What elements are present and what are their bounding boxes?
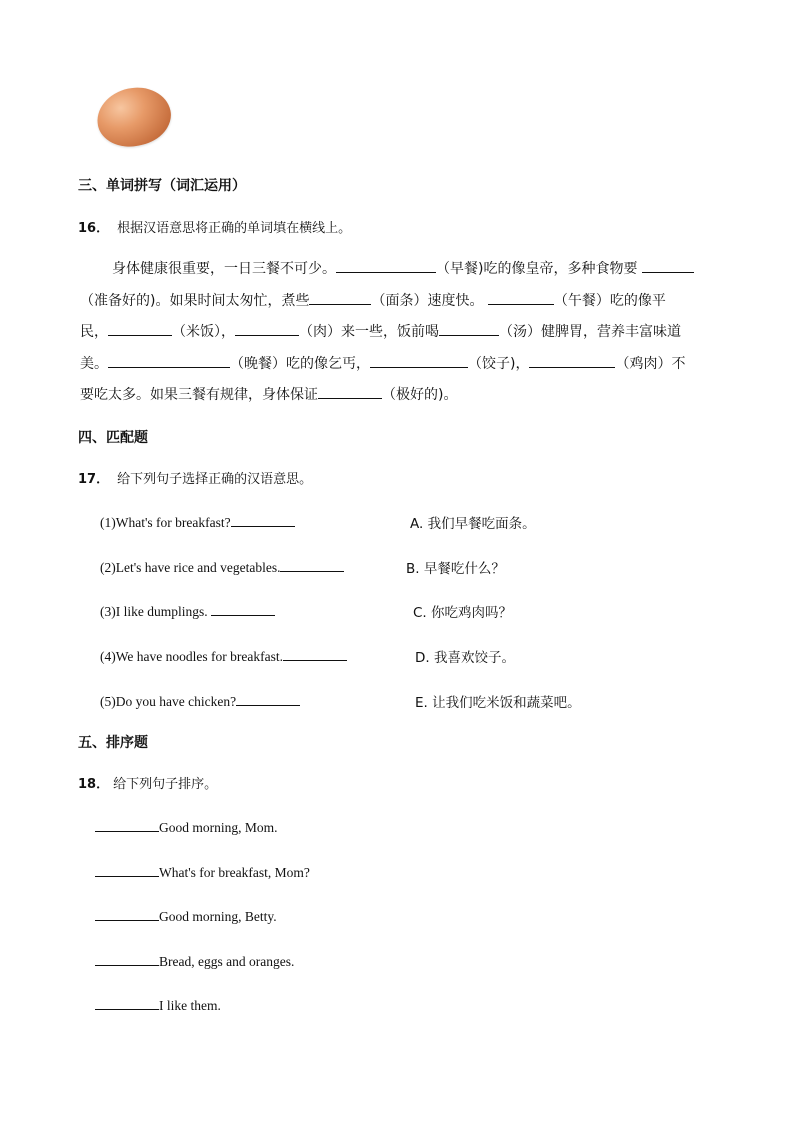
answer-blank-chicken[interactable] — [529, 353, 615, 368]
answer-blank-noodles[interactable] — [309, 290, 371, 305]
order-answer-blank[interactable] — [95, 906, 159, 921]
order-item-2 — [95, 862, 310, 881]
match-item-english: (5)Do you have chicken? — [100, 694, 237, 709]
match-answer-blank[interactable] — [211, 601, 275, 616]
match-item-english: (3)I like dumplings. — [100, 604, 211, 619]
para-text: （汤）健脾胃，营养丰富味道 — [499, 324, 681, 340]
answer-blank-lunch[interactable] — [488, 290, 554, 305]
match-item-4 — [100, 646, 347, 665]
fill-in-paragraph — [80, 254, 720, 412]
section-3-title: 三、单词拼写（词汇运用） — [78, 178, 246, 194]
match-option-c: C. 你吃鸡肉吗？ — [413, 605, 513, 621]
question-16-number: 16． — [78, 221, 110, 236]
para-text: 美。 — [80, 355, 108, 372]
match-item-english: (4)We have noodles for breakfast. — [100, 649, 283, 664]
match-option-d: D. 我喜欢饺子。 — [415, 650, 515, 666]
question-18-number: 18． — [78, 777, 110, 792]
match-item-english: (1)What's for breakfast? — [100, 515, 231, 530]
order-answer-blank[interactable] — [95, 862, 159, 877]
para-text: （肉）来一些，饭前喝 — [299, 324, 439, 340]
section-4-title: 四、匹配题 — [78, 430, 148, 446]
para-text: （极好的)。 — [382, 387, 458, 403]
order-item-text: Good morning, Mom. — [159, 820, 278, 835]
order-item-text: Good morning, Betty. — [159, 909, 277, 924]
question-18-text: 给下列句子排序。 — [113, 777, 218, 792]
para-text: （晚餐）吃的像乞丐， — [230, 355, 370, 372]
match-answer-blank[interactable] — [236, 691, 300, 706]
order-item-text: What's for breakfast, Mom? — [159, 865, 310, 880]
answer-blank-dumplings[interactable] — [370, 353, 468, 368]
match-option-b: B. 早餐吃什么？ — [406, 561, 505, 577]
match-answer-blank[interactable] — [283, 646, 347, 661]
para-text: （早餐)吃的像皇帝，多种食物要 — [436, 261, 638, 277]
order-answer-blank[interactable] — [95, 995, 159, 1010]
question-18 — [78, 773, 217, 792]
answer-blank-soup[interactable] — [439, 321, 499, 336]
order-item-text: I like them. — [159, 998, 221, 1013]
question-17 — [78, 468, 312, 487]
answer-blank-ready[interactable] — [642, 258, 694, 273]
order-item-5 — [95, 995, 221, 1014]
para-text: （面条）速度快。 — [371, 292, 484, 309]
question-17-text: 给下列句子选择正确的汉语意思。 — [117, 472, 313, 487]
match-option-e: E. 让我们吃米饭和蔬菜吧。 — [415, 695, 581, 711]
order-item-4 — [95, 951, 294, 970]
para-text: 要吃太多。如果三餐有规律，身体保证 — [80, 387, 318, 403]
match-option-a: A. 我们早餐吃面条。 — [410, 516, 536, 532]
para-text: 身体健康很重要，一日三餐不可少。 — [112, 261, 336, 277]
order-item-1 — [95, 817, 278, 836]
match-item-1 — [100, 512, 295, 531]
match-item-3 — [100, 601, 275, 620]
egg-image — [92, 81, 176, 153]
para-text: （午餐）吃的像平 — [553, 292, 666, 309]
para-text: （饺子)， — [468, 355, 530, 372]
order-answer-blank[interactable] — [95, 817, 159, 832]
question-16-text: 根据汉语意思将正确的单词填在横线上。 — [117, 221, 352, 236]
order-item-3 — [95, 906, 277, 925]
answer-blank-meat[interactable] — [235, 321, 299, 336]
section-5-title: 五、排序题 — [78, 735, 148, 751]
question-16 — [78, 217, 351, 236]
question-17-number: 17． — [78, 472, 110, 487]
match-answer-blank[interactable] — [231, 512, 295, 527]
para-text: （米饭）， — [172, 324, 235, 340]
match-item-2 — [100, 557, 344, 576]
match-answer-blank[interactable] — [280, 557, 344, 572]
match-item-5 — [100, 691, 300, 710]
order-item-text: Bread, eggs and oranges. — [159, 954, 295, 969]
answer-blank-dinner[interactable] — [108, 353, 230, 368]
match-item-english: (2)Let's have rice and vegetables. — [100, 560, 281, 575]
order-answer-blank[interactable] — [95, 951, 159, 966]
answer-blank-excellent[interactable] — [318, 384, 382, 399]
answer-blank-rice[interactable] — [108, 321, 172, 336]
answer-blank-breakfast[interactable] — [336, 258, 436, 273]
para-text: 民， — [80, 324, 108, 340]
para-text: （准备好的)。如果时间太匆忙，煮些 — [80, 292, 310, 309]
para-text: （鸡肉）不 — [615, 355, 686, 372]
